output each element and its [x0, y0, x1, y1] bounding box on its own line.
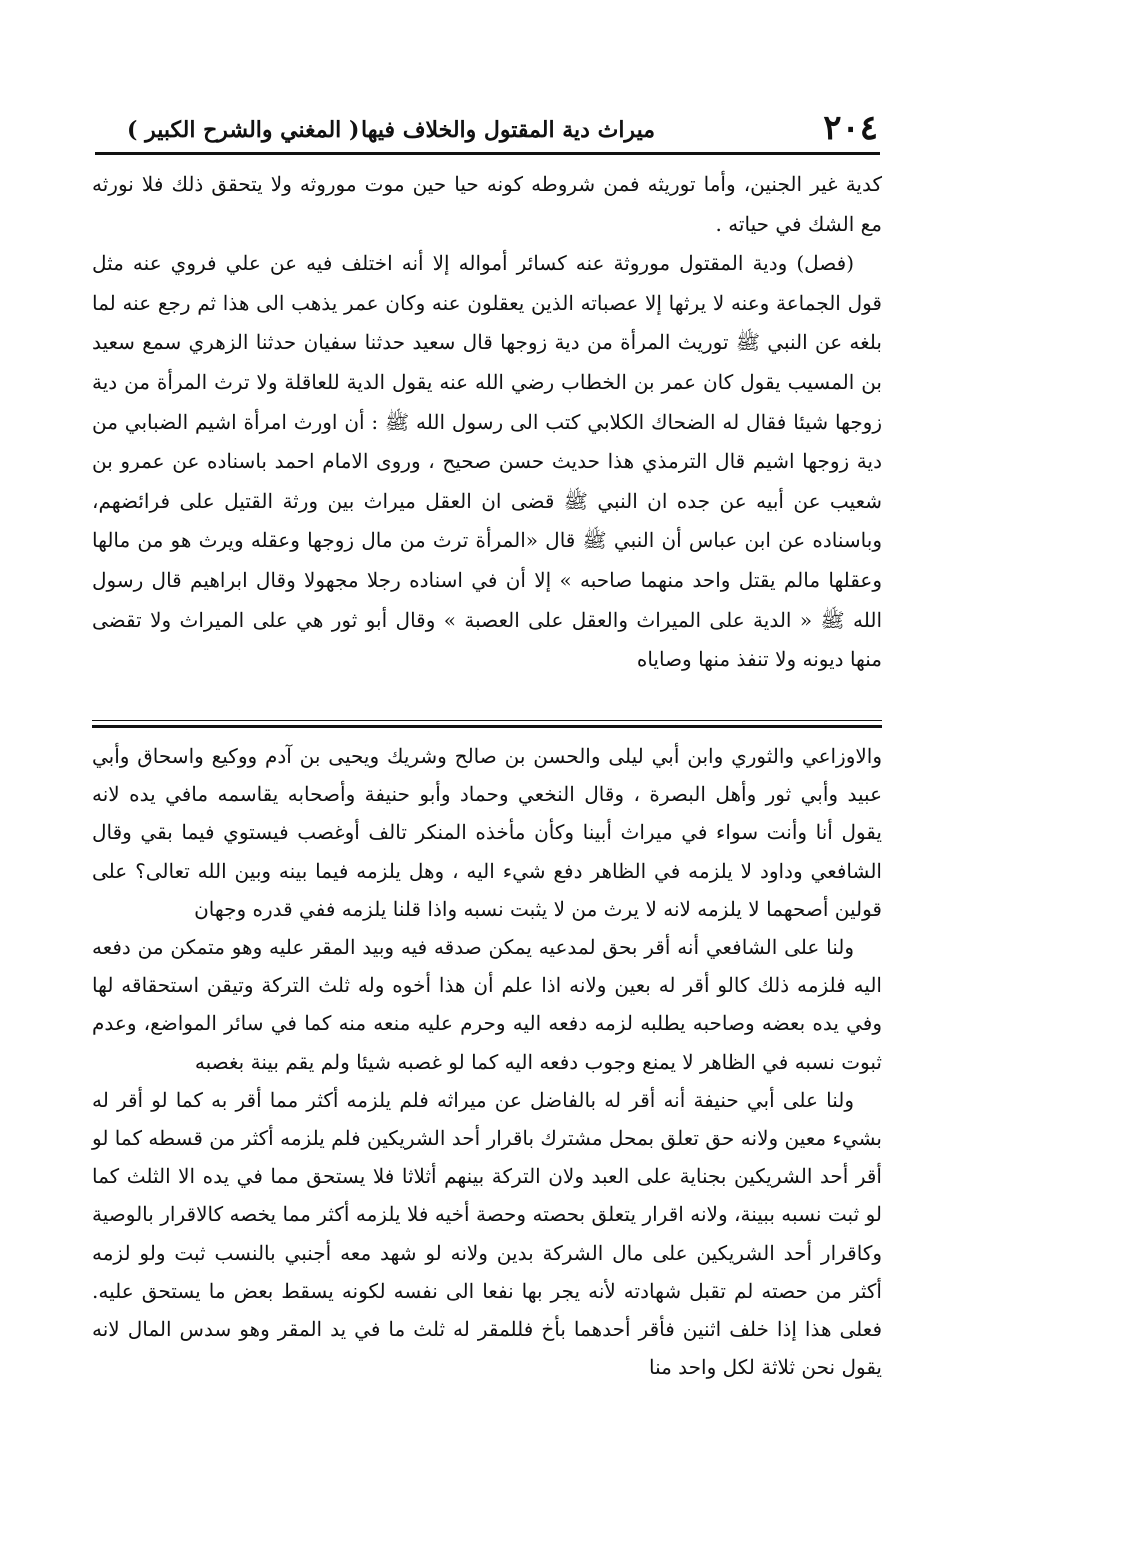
page-number: ٢٠٤ — [823, 108, 878, 148]
page-header — [95, 108, 880, 152]
section-divider-thin — [92, 720, 882, 721]
main-paragraph-1: كدية غير الجنين، وأما توريثه فمن شروطه كونه حيا حين موت موروثه ولا يتحقق ذلك فلا نورثه مع الشك في حياته . — [92, 172, 882, 236]
book-title: ( المغني والشرح الكبير ) — [127, 117, 360, 143]
commentary-paragraph-1: والاوزاعي والثوري وابن أبي ليلى والحسن بن صالح وشريك ويحيى بن آدم ووكيع واسحاق وأبي عبيد وأبي ثور وأهل البصرة ، وقال النخعي وحماد وأبو حنيفة وأصحابه يقاسمه مافي يده لانه يقول أنا وأنت سواء في ميراث أبينا وكأن مأخذه المنكر تالف أوغصب فيستوي فيما بقي وقال الشافعي وداود لا يلزمه في الظاهر دفع شيء اليه ، وهل يلزمه فيما بينه وبين الله تعالى؟ على قولين أصحهما لا يلزمه لانه لا يرث من لا يثبت نسبه واذا قلنا يلزمه ففي قدره وجهان — [92, 744, 882, 921]
commentary-text — [92, 737, 882, 1386]
commentary-paragraph-3: ولنا على أبي حنيفة أنه أقر له بالفاضل عن ميراثه فلم يلزمه أكثر مما أقر به كما لو أقر له بشيء معين ولانه حق تعلق بمحل مشترك باقرار أحد الشريكين فلم يلزمه أكثر من قسطه كما لو أقر أحد الشريكين بجناية على العبد ولان التركة بينهم أثلاثا فلا يستحق مما في يده الا الثلث كما لو ثبت نسبه ببينة، ولانه اقرار يتعلق بحصته وحصة أخيه فلا يلزمه أكثر مما يخصه كالاقرار بالوصية وكاقرار أحد الشريكين على مال الشركة بدين ولانه لو شهد معه أجنبي بالنسب ثبت ولو لزمه أكثر من حصته لم تقبل شهادته لأنه يجر بها نفعا الى نفسه لكونه يسقط بعض ما يستحق عليه. فعلى هذا إذا خلف اثنين فأقر أحدهما بأخ فللمقر له ثلث ما في يد المقر وهو سدس المال لانه يقول نحن ثلاثة لكل واحد منا — [92, 1087, 882, 1380]
header-rule — [95, 152, 880, 155]
main-text — [92, 165, 882, 680]
section-title: ميراث دية المقتول والخلاف فيها — [361, 117, 655, 143]
commentary-paragraph-2: ولنا على الشافعي أنه أقر بحق لمدعيه يمكن صدقه فيه وبيد المقر عليه وهو متمكن من دفعه اليه فلزمه ذلك كالو أقر له بعين ولانه اذا علم أن هذا أخوه وله ثلث التركة وتيقن استحقاقه لها وفي يده بعضه وصاحبه يطلبه لزمه دفعه اليه وحرم عليه منعه منه كما في سائر المواضع، وعدم ثبوت نسبه في الظاهر لا يمنع وجوب دفعه اليه كما لو غصبه شيئا ولم يقم بينة بغصبه — [92, 935, 882, 1074]
main-paragraph-2: (فصل) ودية المقتول موروثة عنه كسائر أمواله إلا أنه اختلف فيه عن علي فروي عنه مثل قول الجماعة وعنه لا يرثها إلا عصباته الذين يعقلون عنه وكان عمر يذهب الى هذا ثم رجع عنه لما بلغه عن النبي ﷺ توريث المرأة من دية زوجها قال سعيد حدثنا سفيان حدثنا الزهري سمع سعيد بن المسيب يقول كان عمر بن الخطاب رضي الله عنه يقول الدية للعاقلة ولا ترث المرأة من دية زوجها شيئا فقال له الضحاك الكلابي كتب الى رسول الله ﷺ : أن اورث امرأة اشيم الضبابي من دية زوجها اشيم قال الترمذي هذا حديث حسن صحيح ، وروى الامام احمد باسناده عن عمرو بن شعيب عن أبيه عن جده ان النبي ﷺ قضى ان العقل ميراث بين ورثة القتيل على فرائضهم، وباسناده عن ابن عباس أن النبي ﷺ قال «المرأة ترث من مال زوجها وعقله ويرث هو من مالها وعقلها مالم يقتل واحد منهما صاحبه » إلا أن في اسناده رجلا مجهولا وقال ابراهيم قال رسول الله ﷺ « الدية على الميراث والعقل على العصبة » وقال أبو ثور هي على الميراث ولا تقضى منها ديونه ولا تنفذ منها وصاياه — [92, 251, 883, 672]
section-divider-thick — [92, 725, 882, 728]
